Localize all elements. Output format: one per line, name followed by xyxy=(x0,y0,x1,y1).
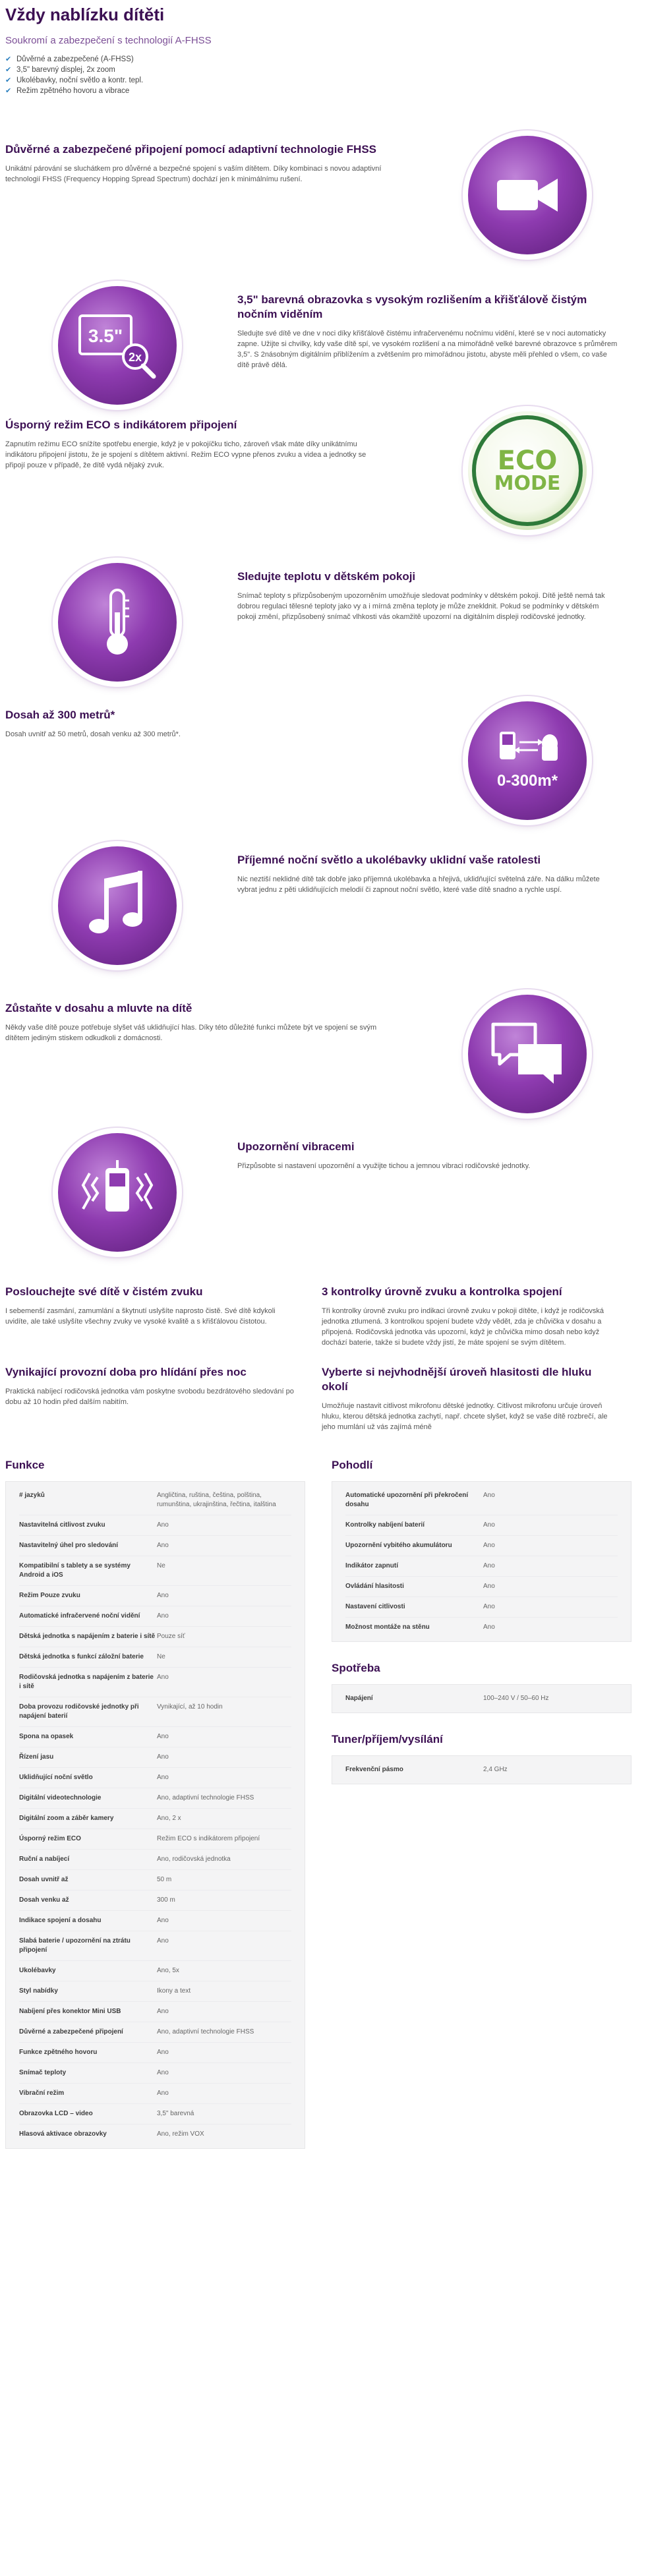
spec-key: Důvěrné a zabezpečené připojení xyxy=(19,2028,123,2035)
spec-row xyxy=(19,1981,291,2002)
feature-title: 3,5" barevná obrazovka s vysokým rozlišením a křišťálově čistým nočním viděním xyxy=(237,293,587,320)
spec-key: Hlasová aktivace obrazovky xyxy=(19,2130,107,2138)
spec-value: Ano xyxy=(156,2090,169,2097)
spec-key: Dětská jednotka s funkcí záložní baterie xyxy=(19,1653,144,1660)
feature-title: Důvěrné a zabezpečené připojení pomocí adaptivní technologie FHSS xyxy=(5,143,377,156)
spec-row xyxy=(345,1515,618,1536)
spec-row xyxy=(345,1597,618,1618)
spec-key: Spona na opasek xyxy=(19,1733,74,1740)
spec-key: Napájení xyxy=(345,1695,373,1702)
spec-row xyxy=(19,1829,291,1850)
feature-text: Unikátní párování se sluchátkem pro důvěrné a bezpečné spojení s vaším dítětem. Díky kombinaci s novou adaptivní technologií FHSS (Frequency Hopping Spread Spectrum) dochází jen k minimálnímu rušení. xyxy=(5,165,382,183)
spec-value: Ano xyxy=(156,1753,169,1761)
spec-value: Ano xyxy=(156,1674,169,1681)
spec-row xyxy=(19,2124,291,2144)
section-title: Poslouchejte své dítě v čistém zvuku xyxy=(5,1285,203,1298)
spec-section-title: Pohodlí xyxy=(332,1459,373,1471)
spec-section-spotreba xyxy=(332,1662,631,1713)
spec-value: 3,5" barevná xyxy=(156,2110,194,2117)
section-text: Praktická nabíjecí rodičovská jednotka vám poskytne svobodu bezdrátového sledování po dobu až 10 hodin před dalším nabitím. xyxy=(5,1388,294,1406)
spec-value: Ano xyxy=(156,1937,169,1945)
feature-title: Upozornění vibracemi xyxy=(237,1140,355,1153)
feature-lullaby xyxy=(5,846,641,995)
spec-row xyxy=(19,1627,291,1647)
text-sections-row-1 xyxy=(5,1285,641,1348)
text-section-sensitivity xyxy=(322,1365,612,1432)
spec-row xyxy=(19,1727,291,1747)
spec-row xyxy=(19,1697,291,1727)
spec-key: Nastavení citlivosti xyxy=(345,1603,405,1610)
spec-row xyxy=(19,1911,291,1931)
vibrating-unit-icon xyxy=(58,1133,177,1252)
spec-value: Ano xyxy=(483,1542,495,1549)
specs-left-column xyxy=(5,1459,305,2169)
spec-key: Ukolébavky xyxy=(19,1967,56,1974)
spec-value: Ano xyxy=(156,1521,169,1529)
range-label: 0-300m* xyxy=(496,772,558,790)
spec-key: Digitální zoom a záběr kamery xyxy=(19,1815,114,1822)
music-note-icon xyxy=(58,846,177,965)
spec-value: Ano xyxy=(156,1774,169,1781)
eco-mode-icon xyxy=(468,411,587,530)
spec-value: Režim ECO s indikátorem připojení xyxy=(156,1835,260,1842)
spec-row xyxy=(19,1961,291,1981)
feature-text: Přizpůsobte si nastavení upozornění a využijte tichou a jemnou vibraci rodičovské jednotky. xyxy=(237,1162,531,1170)
spec-section-funkce xyxy=(5,1459,305,2149)
spec-value: Vynikající, až 10 hodin xyxy=(156,1703,223,1711)
spec-row xyxy=(19,2022,291,2043)
text-section-sound-lights xyxy=(322,1285,612,1348)
spec-row xyxy=(345,1689,618,1709)
spec-key: Uklidňující noční světlo xyxy=(19,1774,93,1781)
spec-key: Úsporný režim ECO xyxy=(19,1835,81,1842)
spec-key: Dětská jednotka s napájením z baterie i sítě xyxy=(19,1633,156,1640)
spec-value: Ne xyxy=(156,1653,165,1660)
spec-row xyxy=(345,1486,618,1515)
spec-row xyxy=(345,1556,618,1577)
bullet-item: ✔ Ukolébavky, noční světlo a kontr. tepl. xyxy=(5,76,144,84)
bullet-item: ✔ Důvěrné a zabezpečené (A-FHSS) xyxy=(5,55,134,63)
spec-value: Ano xyxy=(156,2069,169,2076)
spec-row xyxy=(345,1618,618,1637)
speech-bubbles-icon xyxy=(468,995,587,1113)
spec-value: Ano xyxy=(483,1492,495,1499)
spec-row xyxy=(19,1536,291,1556)
spec-value: Ano xyxy=(483,1624,495,1631)
spec-section-title: Spotřeba xyxy=(332,1662,380,1674)
spec-table xyxy=(5,1481,305,2149)
spec-key: Doba provozu rodičovské jednotky při napájení baterií xyxy=(19,1703,139,1720)
spec-value: Ano xyxy=(156,1592,169,1599)
spec-row xyxy=(19,1606,291,1627)
spec-value: Ano xyxy=(483,1603,495,1610)
text-section-sound xyxy=(5,1285,295,1348)
spec-value: Ano xyxy=(156,1612,169,1620)
spec-key: Nastavitelná citlivost zvuku xyxy=(19,1521,105,1529)
text-sections-row-2 xyxy=(5,1365,641,1432)
spec-key: Dosah venku až xyxy=(19,1896,69,1904)
feature-text: Zapnutím režimu ECO snížíte spotřebu energie, když je v pokojíčku ticho, zároveň však máte díky unikátnímu indikátoru připojení jistotu, že je spojení s dítětem aktivní. Režim ECO vypne přenos zvuku a videa a jednotky se připojí pouze v případě, že dítě vydá nějaký zvuk. xyxy=(5,440,367,469)
feature-text: Snímač teploty s přizpůsobeným upozorněním umožňuje sledovat podmínky v dětském pokoji. Dítě ještě nemá tak dobrou regulaci tělesné teploty jako vy a i mírná změna teploty je může znekldnit. Pokud se podmínky v dětském pokoji změní, přizpůsobený snímač vlhkosti vás okamžitě upozorní na digitálním displeji rodičovské jednotky. xyxy=(237,592,605,621)
spec-key: # jazyků xyxy=(19,1492,45,1499)
video-camera-icon xyxy=(468,136,587,254)
spec-key: Nabíjení přes konektor Mini USB xyxy=(19,2008,121,2015)
spec-key: Ruční a nabíjecí xyxy=(19,1856,70,1863)
spec-value: Pouze síť xyxy=(156,1633,185,1640)
spec-value: 50 m xyxy=(156,1876,172,1883)
section-title: Vynikající provozní doba pro hlídání přes noc xyxy=(5,1366,247,1378)
spec-value: Ano xyxy=(156,1917,169,1924)
spec-row xyxy=(19,1788,291,1809)
feature-text: Sledujte své dítě ve dne v noci díky křišťálově čistému infračervenému nočnímu vidění, které se v noci automaticky zapne. Užijte si chvilky, kdy vaše dítě spí, ve vysokém rozlišení a na mimořádně velké barevné obrazovce s průměrem 3,5". S 2násobným digitálním přiblížením a zvětšením pro mimořádnou jistotu, abyste měli přehled o všem, co vaše dítě právě dělá. xyxy=(237,330,618,369)
spec-value: 300 m xyxy=(156,1896,175,1904)
spec-value: Ano xyxy=(483,1521,495,1529)
spec-value: 2,4 GHz xyxy=(483,1766,508,1773)
spec-key: Indikátor zapnutí xyxy=(345,1562,398,1569)
spec-key: Frekvenční pásmo xyxy=(345,1766,403,1773)
spec-value: Ano, 2 x xyxy=(156,1815,181,1822)
spec-key: Digitální videotechnologie xyxy=(19,1794,102,1801)
spec-value: Ano xyxy=(156,1733,169,1740)
feature-temperature xyxy=(5,563,641,701)
feature-eco-mode xyxy=(5,411,641,563)
spec-value: 100–240 V / 50–60 Hz xyxy=(483,1695,549,1702)
check-icon: ✔ xyxy=(5,65,12,74)
spec-row xyxy=(19,2043,291,2063)
specifications xyxy=(5,1459,641,2169)
feature-text: Někdy vaše dítě pouze potřebuje slyšet váš uklidňující hlas. Díky této důležité funkci můžete být ve spojení se svým dítětem jediným stiskem odkudkoli z domácnosti. xyxy=(5,1024,377,1042)
spec-row xyxy=(19,1850,291,1870)
spec-value: Ano xyxy=(156,2008,169,2015)
feature-title: Zůstaňte v dosahu a mluvte na dítě xyxy=(5,1002,192,1014)
spec-section-pohodli xyxy=(332,1459,631,1642)
feature-vibration xyxy=(5,1133,641,1285)
spec-key: Ovládání hlasitosti xyxy=(345,1583,404,1590)
section-text: Umožňuje nastavit citlivost mikrofonu dětské jednotky. Citlivost mikrofonu určuje úroveň hluku, kterou dětská jednotka zachytí, např. chcete slyšet, když se vaše dítě rozbrečí, ale jeho mumlání už vás zajímá méně xyxy=(322,1402,608,1431)
feature-text: Dosah uvnitř až 50 metrů, dosah venku až 300 metrů*. xyxy=(5,730,181,738)
spec-value: Ano xyxy=(156,1542,169,1549)
eco-label: ECO xyxy=(497,446,558,476)
spec-row xyxy=(19,2084,291,2104)
spec-section-title: Funkce xyxy=(5,1459,45,1471)
spec-table xyxy=(332,1481,631,1642)
spec-row xyxy=(19,1890,291,1911)
spec-row xyxy=(19,1809,291,1829)
spec-row xyxy=(19,1747,291,1768)
spec-row xyxy=(345,1760,618,1780)
spec-row xyxy=(345,1536,618,1556)
feature-title: Příjemné noční světlo a ukolébavky uklidní vaše ratolesti xyxy=(237,854,541,866)
section-text: I sebemenší zasmání, zamumlání a škytnutí uslyšíte naprosto čistě. Své dítě kdykoli uvidíte, ale také uslyšíte všechny zvuky ve vysoké kvalitě a s křišťálovou čistotou. xyxy=(5,1307,276,1326)
spec-row xyxy=(19,1768,291,1788)
spec-section-tuner xyxy=(332,1733,631,1784)
feature-range xyxy=(5,701,641,846)
thermometer-icon xyxy=(58,563,177,682)
feature-talkback xyxy=(5,995,641,1133)
spec-key: Funkce zpětného hovoru xyxy=(19,2049,98,2056)
spec-table xyxy=(332,1755,631,1784)
text-section-battery xyxy=(5,1365,295,1432)
spec-key: Slabá baterie / upozornění na ztrátu připojení xyxy=(19,1937,131,1954)
feature-title: Dosah až 300 metrů* xyxy=(5,709,115,721)
page-subtitle: Soukromí a zabezpečení s technologií A-FHSS xyxy=(5,35,212,46)
feature-title: Sledujte teplotu v dětském pokoji xyxy=(237,570,416,583)
spec-key: Automatické infračervené noční vidění xyxy=(19,1612,140,1620)
spec-section-title: Tuner/příjem/vysílání xyxy=(332,1733,443,1745)
spec-row xyxy=(19,1931,291,1961)
spec-row xyxy=(19,2063,291,2084)
check-icon: ✔ xyxy=(5,86,12,95)
range-icon xyxy=(468,701,587,820)
spec-value: Ano, 5x xyxy=(156,1967,179,1974)
spec-key: Snímač teploty xyxy=(19,2069,67,2076)
spec-row xyxy=(19,1668,291,1697)
spec-key: Možnost montáže na stěnu xyxy=(345,1624,430,1631)
spec-key: Automatické upozornění při překročení dosahu xyxy=(345,1492,469,1508)
spec-key: Nastavitelný úhel pro sledování xyxy=(19,1542,119,1549)
mode-label: MODE xyxy=(494,472,561,495)
bullet-item: ✔ 3,5" barevný displej, 2x zoom xyxy=(5,65,115,74)
feature-screen xyxy=(5,279,641,411)
zoom-screen-icon xyxy=(58,286,177,405)
spec-key: Vibrační režim xyxy=(19,2090,65,2097)
spec-table xyxy=(332,1684,631,1713)
screen-size-label: 3.5" xyxy=(88,326,123,346)
check-icon: ✔ xyxy=(5,55,12,63)
page-title: Vždy nablízku dítěti xyxy=(5,5,165,24)
spec-row xyxy=(19,1515,291,1536)
spec-value: Ano, režim VOX xyxy=(156,2130,204,2138)
spec-row xyxy=(19,1586,291,1606)
spec-key: Upozornění vybitého akumulátoru xyxy=(345,1542,452,1549)
spec-row xyxy=(19,1486,291,1515)
feature-secure-connection xyxy=(5,129,641,279)
spec-key: Obrazovka LCD – video xyxy=(19,2110,93,2117)
zoom-badge: 2x xyxy=(128,351,142,364)
section-title: Vyberte si nejvhodnější úroveň hlasitosti dle hluku okolí xyxy=(322,1366,592,1393)
spec-key: Kontrolky nabíjení baterií xyxy=(345,1521,425,1529)
spec-key: Indikace spojení a dosahu xyxy=(19,1917,102,1924)
feature-text: Nic neztiší neklidné dítě tak dobře jako příjemná ukolébavka a hřejivá, uklidňující světelná záře. Na dálku můžete vybrat jednu z pěti uklidňujících melodií či zapnout noční světlo, které vaše dítě snadno a rychle uspí. xyxy=(237,875,600,894)
section-text: Tři kontrolky úrovně zvuku pro indikaci úrovně zvuku v pokoji dítěte, i když je rodičovská jednotka ztlumená. 3 kontrolkou spojení budete vždy vědět, zda je chůvička v dosahu a připojená. Rodičovská jednotka vás upozorní, když je chůvička mimo dosah nebo když dochází baterie, takže si budete vždy jistí, že máte spojení se svým dítětem. xyxy=(322,1307,604,1347)
spec-key: Dosah uvnitř až xyxy=(19,1876,69,1883)
bullet-item: ✔ Režim zpětného hovoru a vibrace xyxy=(5,86,130,95)
spec-value: Ne xyxy=(156,1562,165,1569)
spec-value: Ano xyxy=(156,2049,169,2056)
feature-bullets xyxy=(5,54,641,96)
spec-row xyxy=(19,1556,291,1586)
spec-row xyxy=(19,1870,291,1890)
section-title: 3 kontrolky úrovně zvuku a kontrolka spojení xyxy=(322,1285,562,1298)
spec-key: Kompatibilní s tablety a se systémy Android a iOS xyxy=(19,1562,131,1579)
spec-key: Řízení jasu xyxy=(19,1753,54,1761)
spec-key: Rodičovská jednotka s napájením z baterie i sítě xyxy=(19,1674,154,1690)
spec-key: Režim Pouze zvuku xyxy=(19,1592,80,1599)
check-icon: ✔ xyxy=(5,76,12,84)
spec-value: Angličtina, ruština, čeština, polština, rumunština, ukrajinština, řečtina, italština xyxy=(156,1492,276,1508)
spec-value: Ano, rodičovská jednotka xyxy=(156,1856,231,1863)
hero xyxy=(5,4,641,96)
spec-value: Ano, adaptivní technologie FHSS xyxy=(156,2028,254,2035)
spec-row xyxy=(345,1577,618,1597)
specs-right-column xyxy=(332,1459,631,2169)
spec-key: Styl nabídky xyxy=(19,1987,58,1995)
spec-value: Ano, adaptivní technologie FHSS xyxy=(156,1794,254,1801)
spec-value: Ano xyxy=(483,1583,495,1590)
page xyxy=(0,4,646,2169)
feature-title: Úsporný režim ECO s indikátorem připojení xyxy=(5,419,237,431)
spec-row xyxy=(19,2002,291,2022)
spec-value: Ikony a text xyxy=(156,1987,191,1995)
spec-row xyxy=(19,2104,291,2124)
spec-row xyxy=(19,1647,291,1668)
spec-value: Ano xyxy=(483,1562,495,1569)
